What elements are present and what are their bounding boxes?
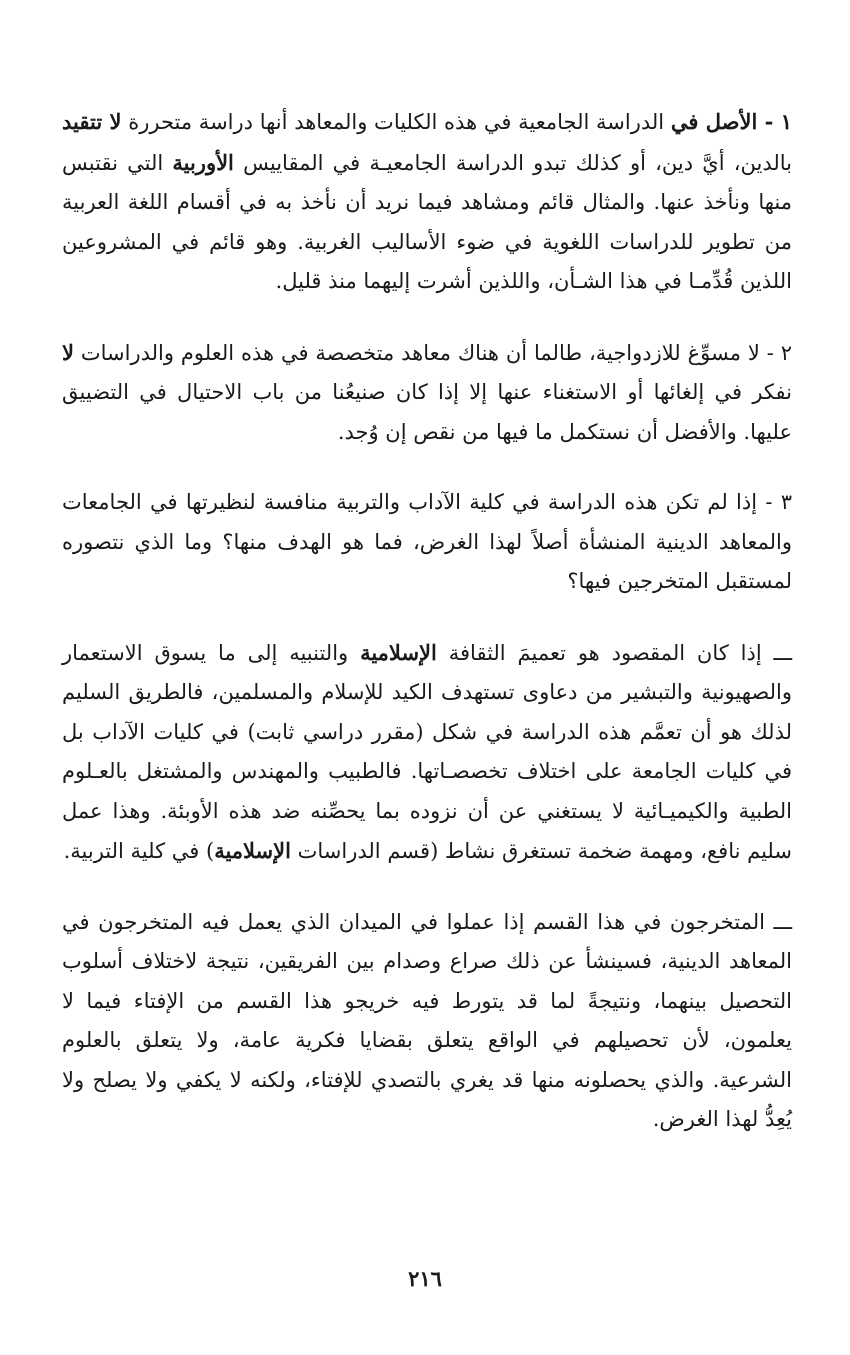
paragraph-1-bold-a: لا تتقيد <box>62 109 122 134</box>
paragraph-2-number: ٢ - <box>759 340 792 365</box>
paragraph-4-text-c: ) في كلية التربية. <box>63 839 215 863</box>
paragraph-3-text-a: إذا لم تكن هذه الدراسة في كلية الآداب والتربية منافسة لنظيرتها في الجامعات والمعاهد الدينية المنشأة أصلاً لهذا الغرض، فما هو الهدف منها؟ وما الذي نتصوره لمستقبل المتخرجين فيها؟ <box>62 490 792 593</box>
paragraph-4-text-b: والتنبيه إلى ما يسوق الاستعمار والصهيونية والتبشير من دعاوى تستهدف الكيد للإسلام والمسلمين، فالطريق السليم لذلك هو أن تعمَّم هذه الدراسة في شكل (مقرر دراسي ثابت) في كليات الآداب بل في كليات الجامعة على اختلاف تخصصـاتها. فالطبيب والمهندس والمشتغل بالعـلوم الطبية والكيميـائية لا يستغني عن أن نزوده بما يحصِّنه ضد هذه الأوبئة. وهذا عمل سليم نافع، ومهمة ضخمة تستغرق نشاط (قسم الدراسات <box>62 640 792 863</box>
paragraph-4-bold-a: الإسلامية <box>360 639 437 665</box>
paragraph-4-dash: ـــ <box>761 640 792 665</box>
paragraph-2-text-b: نفكر في إلغائها أو الاستغناء عنها إلا إذا كان صنيعُنا من باب الاحتيال في التضييق عليها. والأفضل أن نستكمل ما فيها من نقص إن وُجد. <box>62 380 792 444</box>
paragraph-2 <box>62 333 792 453</box>
paragraph-gap <box>62 602 792 633</box>
paragraph-5-dash: ـــ <box>764 909 792 934</box>
paragraph-3 <box>62 483 792 602</box>
paragraph-gap <box>62 302 792 333</box>
paragraph-4-text-a: إذا كان المقصود هو تعميمَ الثقافة <box>436 640 762 665</box>
paragraph-1-text-b: بالدين، أيَّ دين، أو كذلك تبدو الدراسة الجامعيـة في المقاييس <box>233 150 792 175</box>
paragraph-2-bold-a: لا <box>62 339 74 365</box>
paragraph-3-number: ٣ - <box>757 490 792 514</box>
paragraph-1 <box>62 102 792 302</box>
paragraph-4-bold-b: الإسلامية <box>214 838 291 863</box>
paragraph-5-text-a: المتخرجون في هذا القسم إذا عملوا في الميدان الذي يعمل فيه المتخرجون في المعاهد الدينية، فسينشأ عن ذلك صراع وصدام بين الفريقين، نتيجة لاختلاف أسلوب التحصيل بينهما، ونتيجةً لما قد يتورط فيه خريجو هذا القسم من الإفتاء فيما لا يعلمون، لأن تحصيلهم في الواقع يتعلق بقضايا فكرية عامة، ولا يتعلق بالعلوم الشرعية. والذي يحصلونه منها قد يغري بالتصدي للإفتاء، ولكنه لا يكفي ولا يصلح ولا يُعِدُّ لهذا الغرض. <box>62 909 792 1131</box>
page-number: ٢١٦ <box>408 1266 442 1291</box>
paragraph-2-text-a: لا مسوِّغ للازدواجية، طالما أن هناك معاهد متخصصة في هذه العلوم والدراسات <box>73 340 760 365</box>
paragraph-1-bold-b: الأوربية <box>172 149 234 175</box>
paragraph-1-number: ١ - <box>757 109 792 134</box>
paragraph-5 <box>62 903 792 1140</box>
paragraph-gap <box>62 872 792 903</box>
page-body <box>62 102 792 1140</box>
paragraph-4 <box>62 633 792 872</box>
paragraph-1-text-c: التي نقتبس منها ونأخذ عنها. والمثال قائم ومشاهد فيما نريد أن نأخذ به في أقسام اللغة العربية من تطوير للدراسات اللغوية في ضوء الأساليب الغربية. وهو قائم في المشروعين اللذين قُدِّمـا في هذا الشـأن، واللذين أشرت إليهما منذ قليل. <box>62 150 792 293</box>
paragraph-gap <box>62 452 792 483</box>
paragraph-1-text-a: الدراسة الجامعية في هذه الكليات والمعاهد أنها دراسة متحررة <box>121 110 671 134</box>
paragraph-1-lead-bold: الأصل في <box>670 109 758 134</box>
